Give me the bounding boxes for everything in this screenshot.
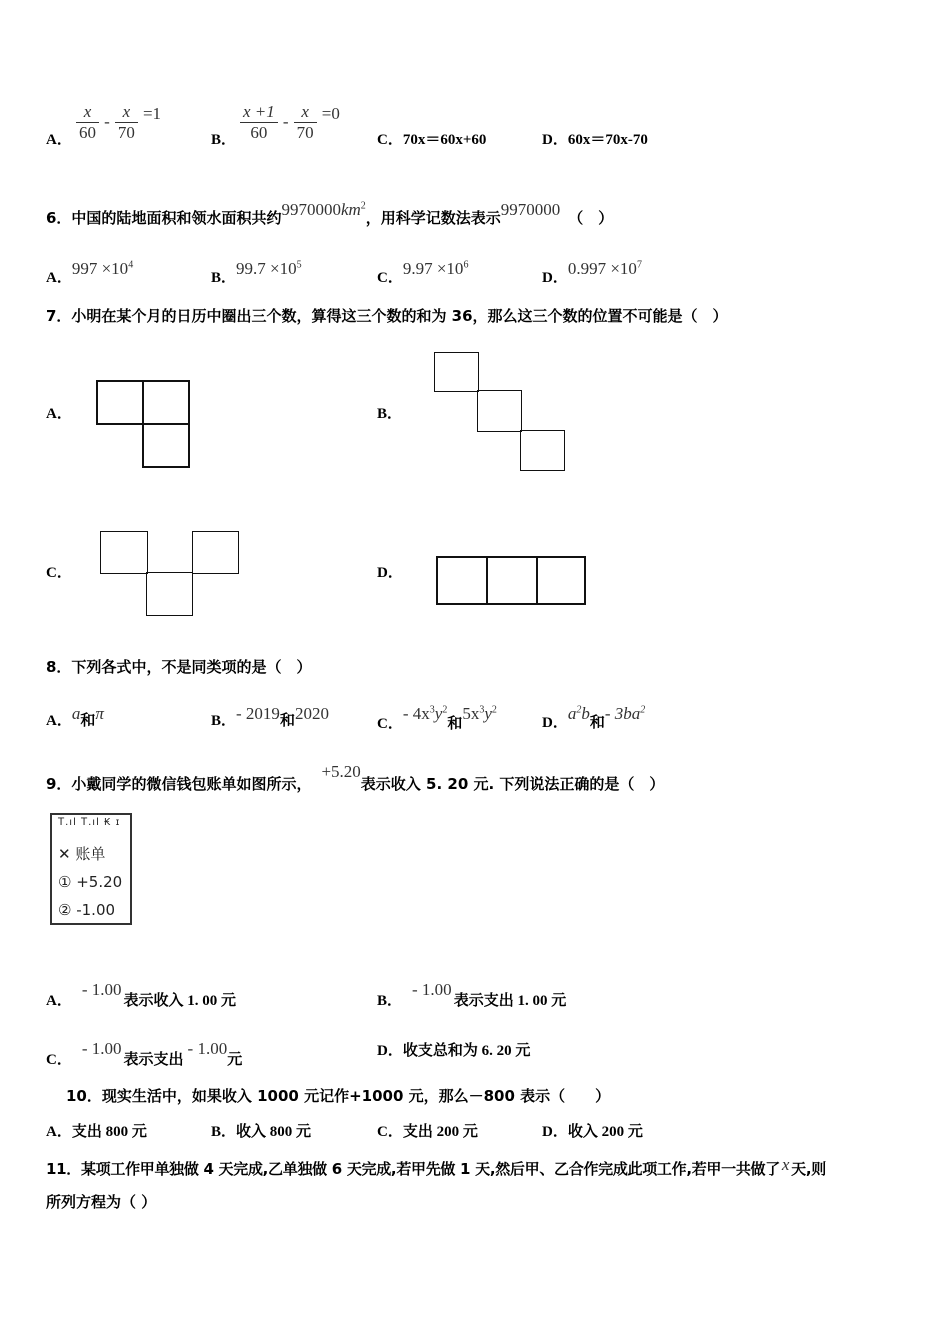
q5-option-a-expression <box>76 102 161 143</box>
calendar-square <box>96 380 144 425</box>
status-bar: ꓔ.ıl ꓔ.ıl ₭ ɪ <box>58 817 121 828</box>
q9-value: +5.20 <box>321 762 361 781</box>
q5-option-b-label: B． <box>211 132 237 148</box>
calendar-square <box>146 572 193 616</box>
equation-rhs: =1 <box>142 104 162 123</box>
q9-option-a: A．- 1.00表示收入 1. 00 元 <box>46 980 237 1009</box>
calendar-square <box>520 430 565 471</box>
q8-question: 8．下列各式中，不是同类项的是（ ） <box>46 658 312 676</box>
q11-question-line2: 所列方程为（ ） <box>46 1193 157 1211</box>
q10-option-c: C．支出 200 元 <box>377 1124 478 1140</box>
q7-question: 7．小明在某个月的日历中圈出三个数，算得这三个数的和为 36，那么这三个数的位置不可能是（ ） <box>46 307 728 325</box>
calendar-square <box>192 531 239 574</box>
bill-title: ✕ 账单 <box>58 845 106 863</box>
calendar-square <box>536 556 586 605</box>
q9-question: 9．小戴同学的微信钱包账单如图所示，+5.20表示收入 5. 20 元. 下列说法正确的是（ ） <box>46 762 665 793</box>
q9-option-d: D．收支总和为 6. 20 元 <box>377 1043 531 1059</box>
q6-option-d: D．$0.997 \times 10^7$ <box>542 259 642 286</box>
q5-option-c: C．70x＝60x+60 <box>377 132 487 148</box>
q5-option-d: D．60x＝70x-70 <box>542 132 648 148</box>
q5-option-a-label: A． <box>46 132 72 148</box>
q7-option-c-label: C． <box>46 565 72 581</box>
q9-option-b: B．- 1.00表示支出 1. 00 元 <box>377 980 567 1009</box>
q8-option-d: D．$a^2b$和- $3ba^2$ <box>542 704 646 731</box>
q6-option-b: B．$99.7 \times 10^5$ <box>211 259 302 286</box>
q9-option-c: C．- 1.00表示支出- 1.00元 <box>46 1039 243 1068</box>
q6-question: 6．中国的陆地面积和领水面积共约$9970000km^2$，用科学记数法表示9970000 （ ） <box>46 200 614 227</box>
fraction-numerator: x <box>76 102 99 123</box>
fraction-numerator: x <box>294 102 317 123</box>
q7-option-d-label: D． <box>377 565 403 581</box>
q8-option-b: B．- 2019和2020 <box>211 704 329 729</box>
fraction-denominator: 60 <box>79 123 96 142</box>
q10-option-a: A．支出 800 元 <box>46 1124 147 1140</box>
bill-row-expense: ② -1.00 <box>58 901 116 919</box>
q6-number: 9970000 <box>500 200 561 219</box>
calendar-square <box>436 556 488 605</box>
fraction-numerator: x <box>115 102 138 123</box>
equation-rhs: =0 <box>321 104 340 123</box>
bill-row-income: ① +5.20 <box>58 873 123 891</box>
q10-option-d: D．收入 200 元 <box>542 1124 643 1140</box>
calendar-square <box>477 390 522 432</box>
q8-option-c: C．- $4x^3y^2$和$5x^3y^2$ <box>377 704 497 732</box>
q11-question-line1: 11．某项工作甲单独做 4 天完成,乙单独做 6 天完成,若甲先做 1 天,然后甲、乙合作完成此项工作,若甲一共做了 x 天,则 <box>46 1155 826 1178</box>
operator: - <box>104 112 110 131</box>
q6-option-a: A．$997 \times 10^4$ <box>46 259 134 286</box>
q6-option-c: C．$9.97 \times 10^6$ <box>377 259 469 286</box>
q6-area-value: $9970000km^2$ <box>281 200 366 219</box>
calendar-square <box>142 423 190 468</box>
q5-option-b-expression <box>240 102 340 143</box>
q7-option-b-label: B． <box>377 406 403 422</box>
calendar-square <box>100 531 148 574</box>
wechat-bill-image <box>50 813 132 925</box>
q7-option-a-label: A． <box>46 406 72 422</box>
calendar-square <box>142 380 190 425</box>
calendar-square <box>434 352 479 392</box>
fraction-numerator: x +1 <box>240 102 278 123</box>
fraction-denominator: 60 <box>250 123 268 142</box>
calendar-square <box>486 556 538 605</box>
fraction-denominator: 70 <box>296 123 314 142</box>
q10-option-b: B．收入 800 元 <box>211 1124 312 1140</box>
q10-question: 10．现实生活中，如果收入 1000 元记作+1000 元，那么－800 表示（ ） <box>66 1087 611 1105</box>
q8-option-a: A．a和π <box>46 704 104 729</box>
fraction-denominator: 70 <box>117 123 135 142</box>
operator: - <box>282 112 289 131</box>
